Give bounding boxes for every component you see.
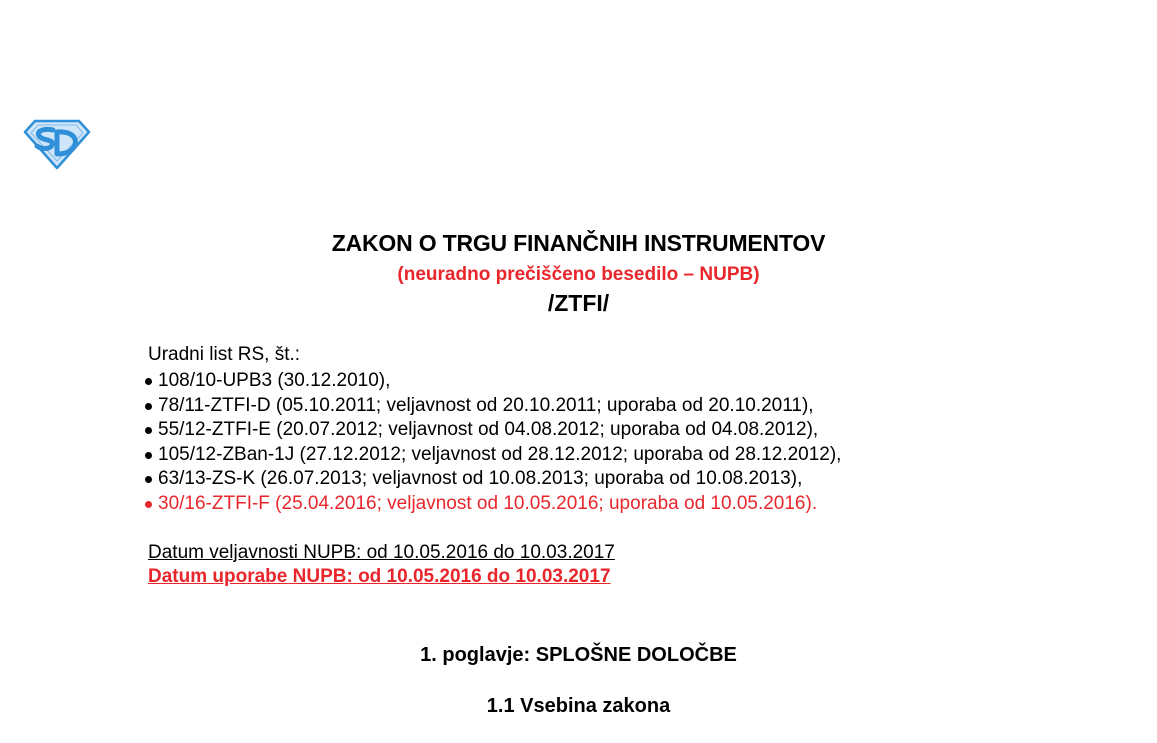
gazette-entry-text: 78/11-ZTFI-D (05.10.2011; veljavnost od 20.10.2011; uporaba od 20.10.2011),: [158, 394, 814, 416]
bullet-icon: [145, 476, 152, 483]
gazette-entry: [145, 418, 841, 443]
bullet-icon: [145, 403, 152, 410]
application-date: Datum uporabe NUPB: od 10.05.2016 do 10.03.2017: [148, 566, 611, 587]
bullet-icon: [145, 427, 152, 434]
law-abbreviation: /ZTFI/: [547, 290, 610, 316]
gazette-label: Uradni list RS, št.:: [148, 344, 301, 365]
gazette-entry-current: [145, 492, 841, 517]
section-heading: 1.1 Vsebina zakona: [486, 695, 671, 717]
gazette-entry: [145, 467, 841, 492]
bullet-icon: [145, 378, 152, 385]
gazette-entry-text: 105/12-ZBan-1J (27.12.2012; veljavnost od 28.12.2012; uporaba od 28.12.2012),: [158, 443, 842, 465]
bullet-icon: [145, 501, 152, 508]
document-title: ZAKON O TRGU FINANČNIH INSTRUMENTOV: [331, 230, 826, 256]
gazette-entry-text: 108/10-UPB3 (30.12.2010),: [158, 370, 391, 391]
gazette-entry: [145, 394, 841, 419]
document-subtitle: (neuradno prečiščeno besedilo – NUPB): [397, 264, 760, 285]
chapter-heading: 1. poglavje: SPLOŠNE DOLOČBE: [420, 644, 737, 666]
gazette-list: [145, 369, 841, 516]
validity-date: Datum veljavnosti NUPB: od 10.05.2016 do 10.03.2017: [148, 542, 615, 563]
gazette-entry-text: 55/12-ZTFI-E (20.07.2012; veljavnost od 04.08.2012; uporaba od 04.08.2012),: [158, 419, 819, 440]
sd-shield-logo-icon: [22, 118, 92, 170]
gazette-entry-text: 30/16-ZTFI-F (25.04.2016; veljavnost od 10.05.2016; uporaba od 10.05.2016).: [158, 492, 818, 514]
bullet-icon: [145, 452, 152, 459]
gazette-entry: [145, 443, 841, 468]
gazette-entry: [145, 369, 841, 394]
gazette-entry-text: 63/13-ZS-K (26.07.2013; veljavnost od 10.08.2013; uporaba od 10.08.2013),: [158, 468, 803, 489]
